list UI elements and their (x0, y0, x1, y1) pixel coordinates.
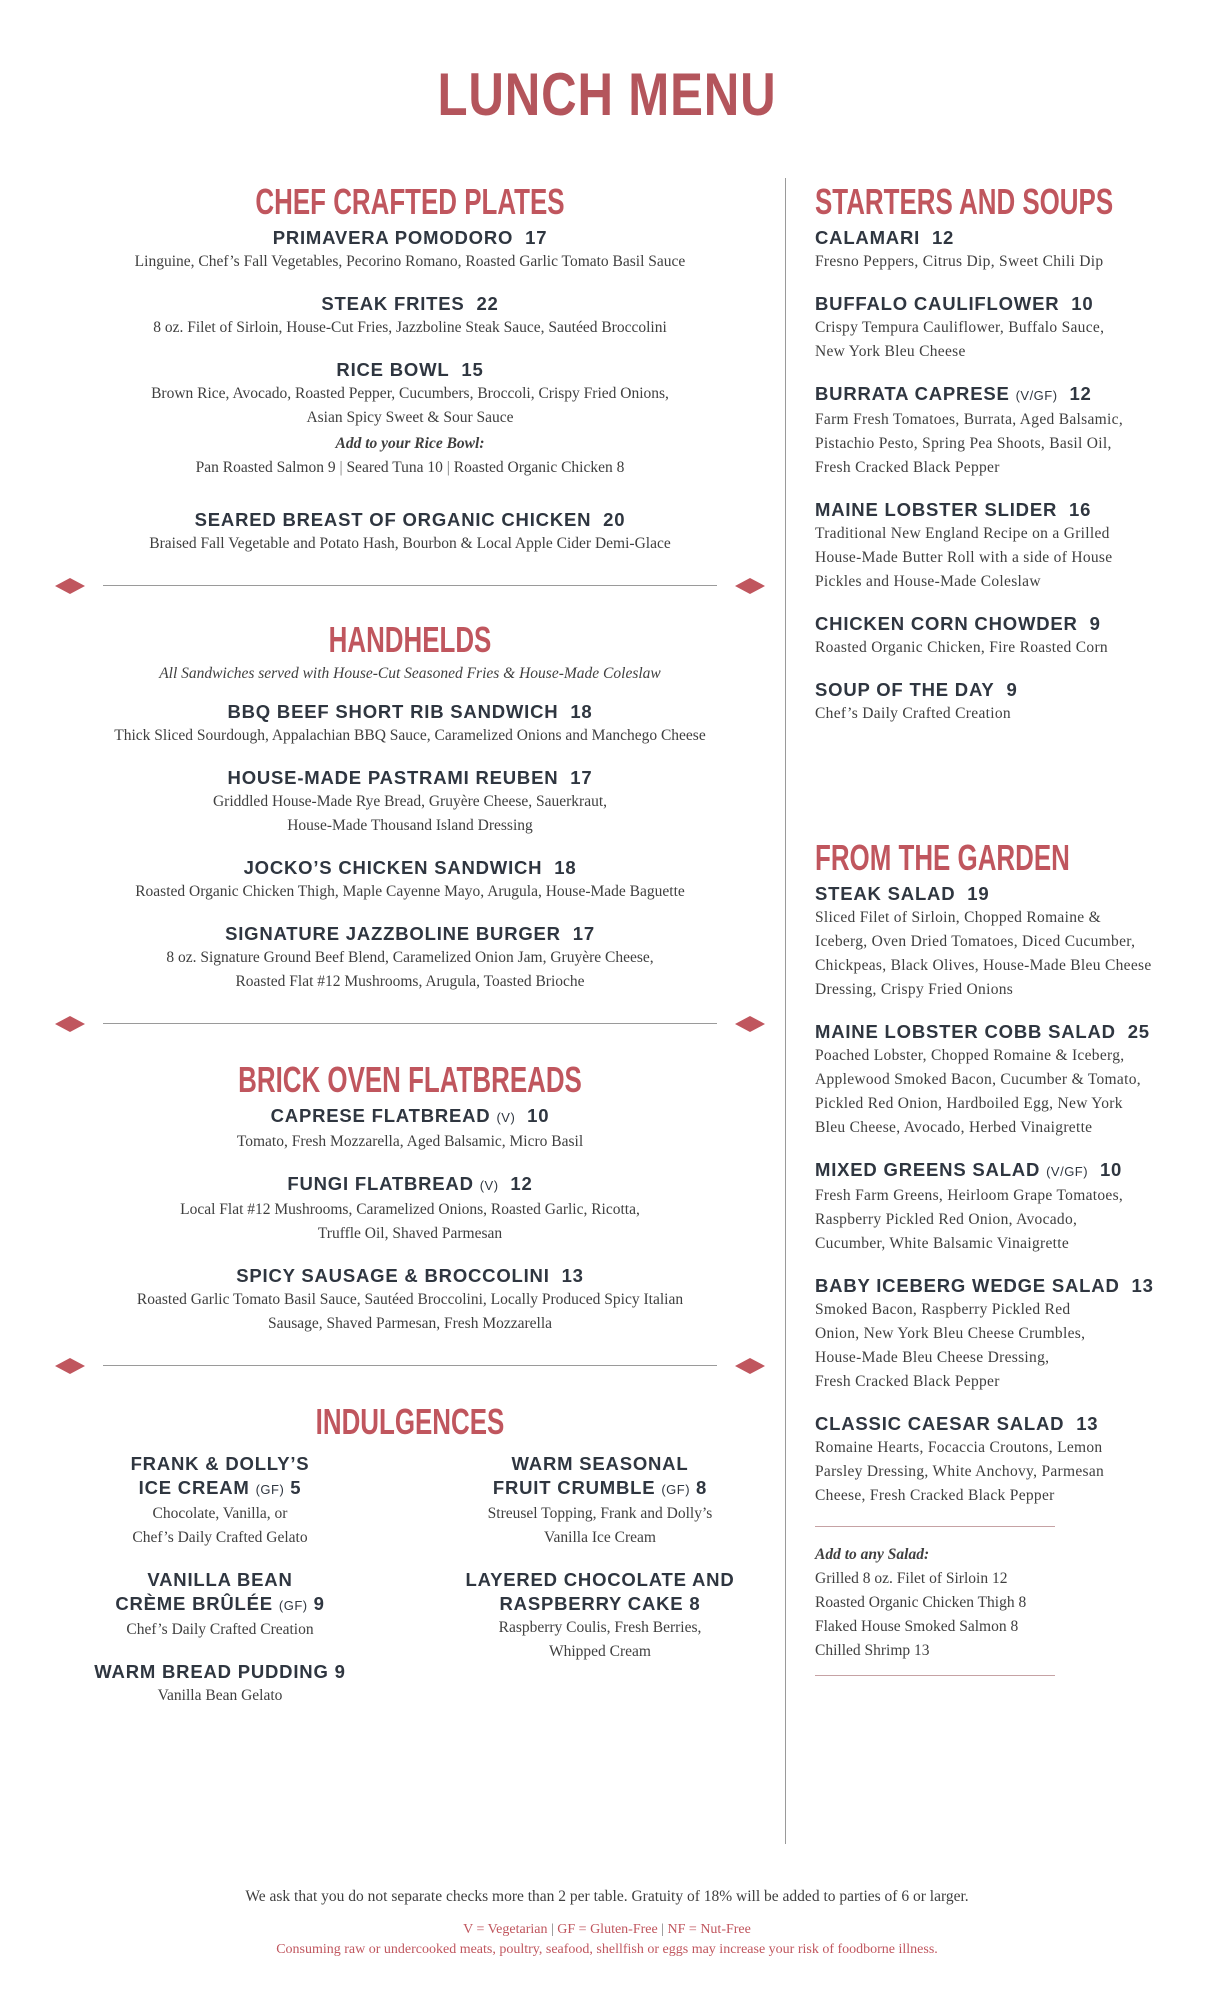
item-title: SIGNATURE JAZZBOLINE BURGER (225, 923, 561, 944)
item-description: Chef’s Daily Crafted Creation (815, 705, 1011, 722)
chef-crafted-section (55, 180, 765, 556)
item-name (815, 382, 1175, 408)
menu-item (815, 498, 1175, 594)
item-description: Chocolate, Vanilla, or (152, 1505, 288, 1522)
item-title: BBQ BEEF SHORT RIB SANDWICH (227, 701, 559, 722)
handhelds-items (55, 700, 765, 994)
menu-item (55, 766, 765, 838)
item-name (55, 922, 765, 946)
item-description: Vanilla Bean Gelato (157, 1687, 283, 1704)
separator: | (335, 459, 347, 476)
item-price: 13 (561, 1265, 584, 1286)
diamond-ornament-icon (55, 1016, 85, 1032)
item-price: 9 (1089, 613, 1101, 634)
item-description: Roasted Organic Chicken Thigh, Maple Cayenne Mayo, Arugula, House-Made Baguette (135, 883, 685, 900)
item-description: Cucumber, White Balsamic Vinaigrette (815, 1235, 1070, 1252)
starters-section (815, 180, 1175, 726)
menu-item (55, 1452, 385, 1550)
item-price: 19 (967, 883, 990, 904)
section-title: FROM THE GARDEN (815, 837, 1070, 878)
item-description: 8 oz. Signature Ground Beef Blend, Caramelized Onion Jam, Gruyère Cheese, (166, 949, 654, 966)
section-divider (55, 1012, 765, 1036)
starters-items (815, 226, 1175, 726)
item-title: CRÈME BRÛLÉE (115, 1593, 273, 1614)
item-title: WARM BREAD PUDDING (94, 1661, 329, 1682)
item-description: Sausage, Shaved Parmesan, Fresh Mozzarella (267, 1315, 553, 1332)
legend-nut-free: NF = Nut-Free (667, 1922, 751, 1937)
item-description: Streusel Topping, Frank and Dolly’s (487, 1505, 713, 1522)
menu-item (815, 882, 1175, 1002)
item-price: 5 (290, 1477, 302, 1498)
footer (0, 1886, 1214, 1960)
item-name (55, 766, 765, 790)
item-description: Brown Rice, Avocado, Roasted Pepper, Cucumbers, Broccoli, Crispy Fried Onions, (151, 385, 669, 402)
item-price: 15 (461, 359, 484, 380)
item-title: BUFFALO CAULIFLOWER (815, 293, 1060, 314)
item-description: Whipped Cream (548, 1643, 651, 1660)
item-name (815, 678, 1175, 702)
item-price: 17 (570, 767, 593, 788)
item-description: Farm Fresh Tomatoes, Burrata, Aged Balsamic, (815, 411, 1123, 428)
item-description: Romaine Hearts, Focaccia Croutons, Lemon (815, 1439, 1103, 1456)
item-name (55, 292, 765, 316)
item-description: Fresh Cracked Black Pepper (815, 459, 1000, 476)
item-description: Roasted Organic Chicken, Fire Roasted Corn (815, 639, 1108, 656)
menu-item (815, 1412, 1175, 1508)
item-title: MIXED GREENS SALAD (815, 1159, 1041, 1180)
item-price: 18 (570, 701, 593, 722)
item-description: Asian Spicy Sweet & Sour Sauce (306, 409, 514, 426)
diet-tag: (GF) (661, 1482, 691, 1497)
rice-addon-list (55, 456, 765, 480)
item-description: Pistachio Pesto, Spring Pea Shoots, Basil Oil, (815, 435, 1112, 452)
item-title: MAINE LOBSTER COBB SALAD (815, 1021, 1116, 1042)
menu-item (55, 922, 765, 994)
item-price: 16 (1069, 499, 1092, 520)
chef-crafted-items (55, 226, 765, 556)
menu-item (815, 612, 1175, 660)
item-description: Applewood Smoked Bacon, Cucumber & Tomato, (815, 1071, 1141, 1088)
menu-item (55, 226, 765, 274)
item-name (815, 1158, 1175, 1184)
item-description: Fresh Farm Greens, Heirloom Grape Tomatoes, (815, 1187, 1124, 1204)
flatbreads-items (55, 1104, 765, 1336)
item-name (815, 1412, 1175, 1436)
section-title: CHEF CRAFTED PLATES (255, 181, 565, 222)
item-description: Poached Lobster, Chopped Romaine & Iceberg, (815, 1047, 1125, 1064)
item-name (55, 226, 765, 250)
salad-addons (815, 1526, 1175, 1676)
item-description: Raspberry Coulis, Fresh Berries, (498, 1619, 702, 1636)
item-price: 8 (696, 1477, 708, 1498)
item-description: Crispy Tempura Cauliflower, Buffalo Sauce, (815, 319, 1105, 336)
item-description: House-Made Bleu Cheese Dressing, (815, 1349, 1050, 1366)
item-description: Sliced Filet of Sirloin, Chopped Romaine & (815, 909, 1101, 926)
item-name (815, 292, 1175, 316)
item-title: FRUIT CRUMBLE (492, 1477, 656, 1498)
indulgences-right (435, 1452, 765, 1726)
menu-item (55, 1660, 385, 1708)
item-description: Chef’s Daily Crafted Gelato (132, 1529, 308, 1546)
menu-item (815, 226, 1175, 274)
left-column (55, 180, 765, 1726)
item-price: 17 (525, 227, 548, 248)
item-name (815, 882, 1175, 906)
item-description: Chef’s Daily Crafted Creation (126, 1621, 314, 1638)
item-description: Fresh Cracked Black Pepper (815, 1373, 1000, 1390)
menu-item (55, 1264, 765, 1336)
section-title: STARTERS AND SOUPS (815, 181, 1114, 222)
item-title: MAINE LOBSTER SLIDER (815, 499, 1058, 520)
item-description: Traditional New England Recipe on a Grilled (815, 525, 1110, 542)
item-price: 12 (510, 1173, 533, 1194)
diamond-ornament-icon (55, 578, 85, 594)
item-title: CAPRESE FLATBREAD (270, 1105, 491, 1126)
item-description: House-Made Butter Roll with a side of House (815, 549, 1113, 566)
menu-item (55, 1172, 765, 1246)
salad-addon-item: Roasted Organic Chicken Thigh 8 (815, 1594, 1027, 1611)
menu-item (55, 358, 765, 480)
handhelds-note: All Sandwiches served with House-Cut Seasoned Fries & House-Made Coleslaw (159, 665, 661, 682)
item-title: BURRATA CAPRESE (815, 383, 1010, 404)
menu-item (815, 1158, 1175, 1256)
item-title: SEARED BREAST OF ORGANIC CHICKEN (194, 509, 592, 530)
rice-addon-item: Pan Roasted Salmon 9 (195, 459, 336, 476)
item-price: 10 (1099, 1159, 1123, 1180)
item-title: HOUSE-MADE PASTRAMI REUBEN (227, 767, 559, 788)
item-title-line2 (55, 1660, 385, 1684)
legend-gluten-free: GF = Gluten-Free (557, 1922, 658, 1937)
item-price: 10 (1071, 293, 1094, 314)
item-description: Pickles and House-Made Coleslaw (815, 573, 1041, 590)
salad-addon-list (815, 1567, 1175, 1663)
section-divider (55, 1354, 765, 1378)
item-price: 20 (603, 509, 626, 530)
section-divider (55, 574, 765, 598)
rice-addon-label: Add to your Rice Bowl: (335, 435, 485, 452)
item-name (815, 498, 1175, 522)
salad-addon-item: Grilled 8 oz. Filet of Sirloin 12 (815, 1570, 1008, 1587)
page-title: LUNCH MENU (437, 61, 777, 128)
item-name (815, 1020, 1175, 1044)
section-title: HANDHELDS (328, 619, 492, 660)
menu-item (815, 678, 1175, 726)
column-divider (785, 178, 786, 1844)
salad-addon-item: Chilled Shrimp 13 (815, 1642, 930, 1659)
item-title-line2 (435, 1592, 765, 1616)
menu-item (55, 856, 765, 904)
menu-item (435, 1452, 765, 1550)
item-description: Chickpeas, Black Olives, House-Made Bleu Cheese (815, 957, 1152, 974)
diet-tag: (GF) (278, 1598, 308, 1613)
diet-tag: (V/GF) (1015, 388, 1058, 403)
item-description: Linguine, Chef’s Fall Vegetables, Pecorino Romano, Roasted Garlic Tomato Basil Sauce (134, 253, 686, 270)
menu-item (55, 1104, 765, 1154)
item-description: Smoked Bacon, Raspberry Pickled Red (815, 1301, 1071, 1318)
item-title: STEAK FRITES (321, 293, 465, 314)
item-price: 25 (1127, 1021, 1150, 1042)
rice-addon-item: Seared Tuna 10 (346, 459, 443, 476)
item-description: Griddled House-Made Rye Bread, Gruyère Cheese, Sauerkraut, (212, 793, 608, 810)
item-description: Roasted Garlic Tomato Basil Sauce, Sautéed Broccolini, Locally Produced Spicy Italian (136, 1291, 684, 1308)
item-description: Bleu Cheese, Avocado, Herbed Vinaigrette (815, 1119, 1093, 1136)
menu-item (55, 1568, 385, 1642)
menu-item (815, 1274, 1175, 1394)
item-title: RICE BOWL (336, 359, 450, 380)
garden-items (815, 882, 1175, 1508)
menu-item (435, 1568, 765, 1664)
item-title: CALAMARI (815, 227, 921, 248)
item-title: BABY ICEBERG WEDGE SALAD (815, 1275, 1120, 1296)
indulgences-section (55, 1400, 765, 1726)
item-price: 8 (689, 1593, 701, 1614)
item-description: New York Bleu Cheese (815, 343, 966, 360)
item-price: 13 (1131, 1275, 1154, 1296)
item-name (55, 1264, 765, 1288)
handhelds-section (55, 618, 765, 994)
item-name (55, 856, 765, 880)
item-price: 9 (313, 1593, 325, 1614)
menu-item (815, 1020, 1175, 1140)
item-title-line1: VANILLA BEAN (147, 1569, 293, 1590)
gratuity-note: We ask that you do not separate checks more than 2 per table. Gratuity of 18% will be added to parties of 6 or larger. (245, 1888, 969, 1905)
diet-legend: V = Vegetarian | GF = Gluten-Free | NF = Nut-Free (463, 1922, 751, 1937)
menu-item (815, 292, 1175, 364)
item-name (815, 612, 1175, 636)
item-price: 13 (1076, 1413, 1099, 1434)
garden-section (815, 836, 1175, 1676)
item-name (55, 700, 765, 724)
item-description: Dressing, Crispy Fried Onions (815, 981, 1014, 998)
item-title: ICE CREAM (138, 1477, 250, 1498)
section-title: BRICK OVEN FLATBREADS (238, 1059, 582, 1100)
item-name (55, 1104, 765, 1130)
item-name (55, 508, 765, 532)
item-title-line1: FRANK & DOLLY’S (130, 1453, 310, 1474)
indulgences-grid (55, 1452, 765, 1726)
menu-item (55, 292, 765, 340)
item-description: Braised Fall Vegetable and Potato Hash, Bourbon & Local Apple Cider Demi-Glace (149, 535, 671, 552)
item-title: CLASSIC CAESAR SALAD (815, 1413, 1065, 1434)
item-description: Local Flat #12 Mushrooms, Caramelized Onions, Roasted Garlic, Ricotta, (180, 1201, 640, 1218)
item-price: 17 (572, 923, 595, 944)
diamond-ornament-icon (55, 1358, 85, 1374)
item-name (55, 358, 765, 382)
item-price: 9 (1006, 679, 1018, 700)
item-description: Truffle Oil, Shaved Parmesan (317, 1225, 503, 1242)
item-price: 10 (527, 1105, 550, 1126)
item-description: 8 oz. Filet of Sirloin, House-Cut Fries, Jazzboline Steak Sauce, Sautéed Broccolini (153, 319, 667, 336)
item-description: Cheese, Fresh Cracked Black Pepper (815, 1487, 1055, 1504)
diamond-ornament-icon (735, 1358, 765, 1374)
item-description: Tomato, Fresh Mozzarella, Aged Balsamic, Micro Basil (236, 1133, 584, 1150)
diet-tag: (V) (496, 1110, 516, 1125)
item-description: Pickled Red Onion, Hardboiled Egg, New York (815, 1095, 1123, 1112)
item-title-line2 (55, 1592, 385, 1618)
item-description: Onion, New York Bleu Cheese Crumbles, (815, 1325, 1086, 1342)
item-description: House-Made Thousand Island Dressing (287, 817, 533, 834)
item-name (815, 226, 1175, 250)
item-title-line2 (55, 1476, 385, 1502)
menu-item (55, 508, 765, 556)
diet-tag: (V) (479, 1178, 499, 1193)
diet-tag: (GF) (255, 1482, 285, 1497)
right-column (815, 180, 1175, 1676)
flatbreads-section (55, 1058, 765, 1336)
item-title: FUNGI FLATBREAD (287, 1173, 474, 1194)
salad-addon-label: Add to any Salad: (815, 1546, 930, 1563)
item-description: Fresno Peppers, Citrus Dip, Sweet Chili Dip (815, 253, 1104, 270)
separator: | (442, 459, 454, 476)
diamond-ornament-icon (735, 1016, 765, 1032)
diet-tag: (V/GF) (1046, 1164, 1089, 1179)
item-title-line1: LAYERED CHOCOLATE AND (465, 1569, 735, 1590)
item-price: 12 (931, 227, 955, 248)
item-price: 12 (1069, 383, 1092, 404)
item-title: RASPBERRY CAKE (499, 1593, 684, 1614)
item-price: 18 (554, 857, 577, 878)
item-price: 22 (476, 293, 499, 314)
item-title: PRIMAVERA POMODORO (272, 227, 514, 248)
item-description: Raspberry Pickled Red Onion, Avocado, (815, 1211, 1078, 1228)
item-title: JOCKO’S CHICKEN SANDWICH (243, 857, 543, 878)
item-name (815, 1274, 1175, 1298)
item-title: STEAK SALAD (815, 883, 956, 904)
item-description: Roasted Flat #12 Mushrooms, Arugula, Toasted Brioche (235, 973, 585, 990)
item-description: Thick Sliced Sourdough, Appalachian BBQ Sauce, Caramelized Onions and Manchego Cheese (114, 727, 706, 744)
item-title: SOUP OF THE DAY (815, 679, 995, 700)
item-name (55, 1172, 765, 1198)
salad-addon-item: Flaked House Smoked Salmon 8 (815, 1618, 1019, 1635)
item-description: Vanilla Ice Cream (544, 1529, 656, 1546)
menu-item (55, 700, 765, 748)
item-description: Parsley Dressing, White Anchovy, Parmesan (815, 1463, 1105, 1480)
legend-vegetarian: V = Vegetarian (463, 1922, 548, 1937)
item-title: CHICKEN CORN CHOWDER (815, 613, 1078, 634)
item-description: Iceberg, Oven Dried Tomatoes, Diced Cucumber, (815, 933, 1136, 950)
item-title-line2 (435, 1476, 765, 1502)
indulgences-left (55, 1452, 385, 1726)
rice-addon-item: Roasted Organic Chicken 8 (453, 459, 625, 476)
item-price: 9 (334, 1661, 346, 1682)
item-title: SPICY SAUSAGE & BROCCOLINI (236, 1265, 550, 1286)
item-title-line1: WARM SEASONAL (511, 1453, 689, 1474)
foodborne-warning: Consuming raw or undercooked meats, poultry, seafood, shellfish or eggs may increase your risk of foodborne illness. (276, 1942, 938, 1957)
menu-item (815, 382, 1175, 480)
diamond-ornament-icon (735, 578, 765, 594)
section-title: INDULGENCES (315, 1401, 505, 1442)
